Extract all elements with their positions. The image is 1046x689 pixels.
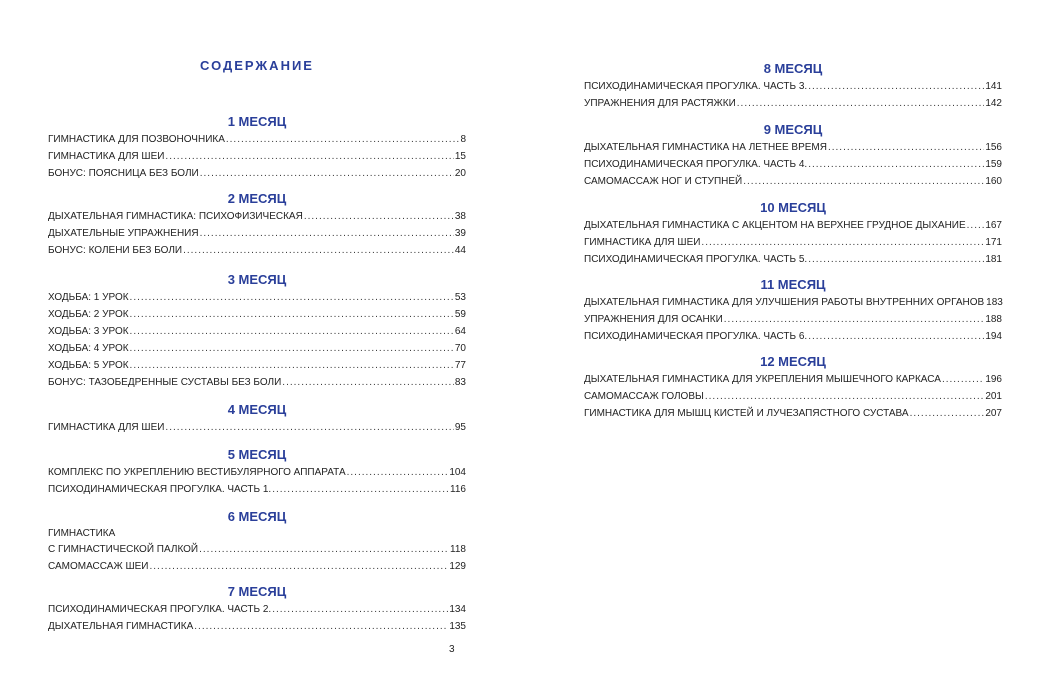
month-section-1 — [48, 113, 466, 182]
month-heading: 4 МЕСЯЦ — [227, 402, 287, 417]
dot-leader — [705, 388, 984, 405]
toc-entry[interactable] — [584, 311, 1002, 328]
toc-entry[interactable] — [584, 217, 1002, 234]
entry-page: 171 — [985, 237, 1002, 248]
dot-leader — [743, 173, 984, 190]
month-heading: 5 МЕСЯЦ — [227, 447, 287, 462]
dot-leader — [701, 234, 984, 251]
dot-leader — [130, 306, 454, 323]
entry-page: 83 — [454, 377, 466, 388]
dot-leader — [226, 131, 460, 148]
toc-entry[interactable] — [48, 208, 466, 225]
toc-entry[interactable] — [584, 294, 1002, 311]
toc-entry[interactable] — [48, 601, 466, 618]
entry-page: 183 — [986, 297, 1003, 308]
dot-leader — [828, 139, 984, 156]
toc-entry[interactable] — [584, 139, 1002, 156]
dot-leader — [194, 618, 448, 635]
entry-page: 141 — [985, 81, 1002, 92]
toc-entry[interactable] — [48, 357, 466, 374]
entry-page: 207 — [985, 408, 1002, 419]
dot-leader — [808, 251, 984, 268]
toc-entry[interactable] — [584, 173, 1002, 190]
entry-page: 194 — [985, 331, 1002, 342]
entry-title: КОМПЛЕКС ПО УКРЕПЛЕНИЮ ВЕСТИБУЛЯРНОГО АППАРАТА — [48, 467, 346, 478]
toc-entry[interactable] — [48, 481, 466, 498]
entry-title: ПСИХОДИНАМИЧЕСКАЯ ПРОГУЛКА. ЧАСТЬ 2. — [48, 604, 272, 615]
entry-title: БОНУС: ПОЯСНИЦА БЕЗ БОЛИ — [48, 168, 199, 179]
dot-leader — [910, 405, 985, 422]
entry-page: 142 — [985, 98, 1002, 109]
month-section-11 — [584, 276, 1002, 345]
toc-entry[interactable] — [584, 388, 1002, 405]
toc-entry[interactable] — [48, 131, 466, 148]
dot-leader — [967, 217, 985, 234]
month-section-6 — [48, 508, 466, 575]
entry-title: ДЫХАТЕЛЬНАЯ ГИМНАСТИКА ДЛЯ УЛУЧШЕНИЯ РАБОТЫ ВНУТРЕННИХ ОРГАНОВ — [584, 297, 985, 308]
entry-title: ПСИХОДИНАМИЧЕСКАЯ ПРОГУЛКА. ЧАСТЬ 4. — [584, 159, 808, 170]
entry-page: 70 — [454, 343, 466, 354]
dot-leader — [199, 541, 449, 558]
toc-entry[interactable] — [48, 464, 466, 481]
toc-entry[interactable] — [584, 328, 1002, 345]
entry-page: 201 — [985, 391, 1002, 402]
month-section-10 — [584, 199, 1002, 268]
dot-leader — [200, 225, 454, 242]
entry-title: ГИМНАСТИКА ДЛЯ ШЕИ — [48, 151, 165, 162]
entry-page: 167 — [985, 220, 1002, 231]
entry-page: 134 — [449, 604, 466, 615]
entry-title: САМОМАССАЖ ГОЛОВЫ — [584, 391, 704, 402]
entry-page: 116 — [450, 484, 466, 495]
month-section-4 — [48, 401, 466, 436]
entry-page: 196 — [985, 374, 1002, 385]
dot-leader — [130, 289, 454, 306]
dot-leader — [808, 156, 984, 173]
entry-title: ПСИХОДИНАМИЧЕСКАЯ ПРОГУЛКА. ЧАСТЬ 3. — [584, 81, 808, 92]
toc-entry[interactable] — [584, 95, 1002, 112]
entry-title: ХОДЬБА: 5 УРОК — [48, 360, 129, 371]
entry-title: САМОМАССАЖ НОГ И СТУПНЕЙ — [584, 176, 743, 187]
entry-title: БОНУС: ТАЗОБЕДРЕННЫЕ СУСТАВЫ БЕЗ БОЛИ — [48, 377, 282, 388]
entry-title: ДЫХАТЕЛЬНЫЕ УПРАЖНЕНИЯ — [48, 228, 199, 239]
toc-entry[interactable] — [48, 148, 466, 165]
month-heading: 9 МЕСЯЦ — [763, 122, 823, 137]
entry-title: ХОДЬБА: 3 УРОК — [48, 326, 129, 337]
dot-leader — [282, 374, 454, 391]
month-section-7 — [48, 583, 466, 635]
month-heading: 1 МЕСЯЦ — [227, 114, 287, 129]
entry-page: 53 — [454, 292, 466, 303]
entry-title: ПСИХОДИНАМИЧЕСКАЯ ПРОГУЛКА. ЧАСТЬ 1. — [48, 484, 272, 495]
toc-entry[interactable] — [48, 289, 466, 306]
entry-title: САМОМАССАЖ ШЕИ — [48, 561, 149, 572]
dot-leader — [724, 311, 985, 328]
month-heading: 3 МЕСЯЦ — [227, 272, 287, 287]
dot-leader — [130, 357, 454, 374]
page-number: 3 — [449, 644, 455, 655]
month-section-3 — [48, 271, 466, 391]
dot-leader — [808, 328, 984, 345]
toc-entry[interactable] — [48, 374, 466, 391]
entry-page: 64 — [454, 326, 466, 337]
entry-title: С ГИМНАСТИЧЕСКОЙ ПАЛКОЙ — [48, 544, 199, 555]
month-heading: 2 МЕСЯЦ — [227, 191, 287, 206]
entry-title: ДЫХАТЕЛЬНАЯ ГИМНАСТИКА НА ЛЕТНЕЕ ВРЕМЯ — [584, 142, 827, 153]
dot-leader — [737, 95, 985, 112]
dot-leader — [183, 242, 454, 259]
entry-page: 159 — [985, 159, 1002, 170]
month-section-8 — [584, 60, 1002, 112]
entry-page: 129 — [449, 561, 466, 572]
entry-page: 39 — [454, 228, 466, 239]
month-heading: 11 МЕСЯЦ — [760, 277, 826, 292]
entry-title: УПРАЖНЕНИЯ ДЛЯ РАСТЯЖКИ — [584, 98, 736, 109]
dot-leader — [272, 601, 448, 618]
entry-page: 104 — [449, 467, 466, 478]
entry-page: 181 — [985, 254, 1002, 265]
entry-title: ПСИХОДИНАМИЧЕСКАЯ ПРОГУЛКА. ЧАСТЬ 5. — [584, 254, 808, 265]
entry-page: 44 — [454, 245, 466, 256]
toc-entry[interactable] — [584, 371, 1002, 388]
entry-page: 188 — [985, 314, 1002, 325]
month-heading: 6 МЕСЯЦ — [227, 509, 287, 524]
entry-page: 135 — [449, 621, 466, 632]
dot-leader — [165, 148, 453, 165]
dot-leader — [347, 464, 449, 481]
entry-page: 118 — [450, 544, 466, 555]
month-section-9 — [584, 121, 1002, 190]
entry-title: БОНУС: КОЛЕНИ БЕЗ БОЛИ — [48, 245, 183, 256]
entry-page: 77 — [454, 360, 466, 371]
toc-entry[interactable] — [48, 306, 466, 323]
entry-page: 38 — [454, 211, 466, 222]
toc-entry[interactable] — [584, 234, 1002, 251]
contents-title: СОДЕРЖАНИЕ — [200, 58, 314, 73]
toc-entry[interactable] — [584, 156, 1002, 173]
entry-title: ГИМНАСТИКА ДЛЯ ПОЗВОНОЧНИКА — [48, 134, 225, 145]
toc-entry[interactable] — [584, 78, 1002, 95]
entry-page: 15 — [454, 151, 466, 162]
month-heading: 12 МЕСЯЦ — [760, 354, 826, 369]
entry-title: ХОДЬБА: 1 УРОК — [48, 292, 129, 303]
entry-page: 8 — [460, 134, 466, 145]
entry-page: 156 — [985, 142, 1002, 153]
toc-entry[interactable] — [584, 251, 1002, 268]
entry-title: ГИМНАСТИКА ДЛЯ ШЕИ — [584, 237, 701, 248]
dot-leader — [165, 419, 453, 436]
toc-entry[interactable] — [48, 242, 466, 259]
dot-leader — [272, 481, 449, 498]
entry-title-line1: ГИМНАСТИКА — [48, 528, 116, 539]
toc-entry[interactable] — [584, 405, 1002, 422]
entry-title: УПРАЖНЕНИЯ ДЛЯ ОСАНКИ — [584, 314, 723, 325]
entry-page: 95 — [454, 422, 466, 433]
month-section-12 — [584, 353, 1002, 422]
dot-leader — [130, 340, 454, 357]
month-section-2 — [48, 190, 466, 259]
entry-page: 20 — [454, 168, 466, 179]
entry-title: ХОДЬБА: 2 УРОК — [48, 309, 129, 320]
entry-title: ДЫХАТЕЛЬНАЯ ГИМНАСТИКА ДЛЯ УКРЕПЛЕНИЯ МЫШЕЧНОГО КАРКАСА — [584, 374, 941, 385]
toc-entry[interactable] — [48, 558, 466, 575]
toc-entry[interactable] — [48, 618, 466, 635]
month-heading: 7 МЕСЯЦ — [227, 584, 287, 599]
dot-leader — [304, 208, 454, 225]
entry-page: 160 — [985, 176, 1002, 187]
toc-entry[interactable] — [48, 225, 466, 242]
dot-leader — [200, 165, 454, 182]
toc-entry[interactable] — [48, 165, 466, 182]
dot-leader — [130, 323, 454, 340]
dot-leader — [150, 558, 449, 575]
month-heading: 10 МЕСЯЦ — [760, 200, 826, 215]
entry-title: ГИМНАСТИКА ДЛЯ МЫШЦ КИСТЕЙ И ЛУЧЕЗАПЯСТНОГО СУСТАВА — [584, 408, 909, 419]
entry-title: ДЫХАТЕЛЬНАЯ ГИМНАСТИКА: ПСИХОФИЗИЧЕСКАЯ — [48, 211, 303, 222]
entry-page: 59 — [454, 309, 466, 320]
toc-entry[interactable] — [48, 340, 466, 357]
entry-title: ДЫХАТЕЛЬНАЯ ГИМНАСТИКА С АКЦЕНТОМ НА ВЕРХНЕЕ ГРУДНОЕ ДЫХАНИЕ — [584, 220, 966, 231]
dot-leader — [942, 371, 984, 388]
toc-entry[interactable] — [48, 541, 466, 558]
entry-title: ДЫХАТЕЛЬНАЯ ГИМНАСТИКА — [48, 621, 194, 632]
entry-title: ГИМНАСТИКА ДЛЯ ШЕИ — [48, 422, 165, 433]
month-heading: 8 МЕСЯЦ — [763, 61, 823, 76]
entry-title: ПСИХОДИНАМИЧЕСКАЯ ПРОГУЛКА. ЧАСТЬ 6. — [584, 331, 808, 342]
entry-title: ХОДЬБА: 4 УРОК — [48, 343, 129, 354]
toc-entry[interactable] — [48, 419, 466, 436]
month-section-5 — [48, 446, 466, 498]
dot-leader — [808, 78, 984, 95]
toc-entry[interactable] — [48, 323, 466, 340]
